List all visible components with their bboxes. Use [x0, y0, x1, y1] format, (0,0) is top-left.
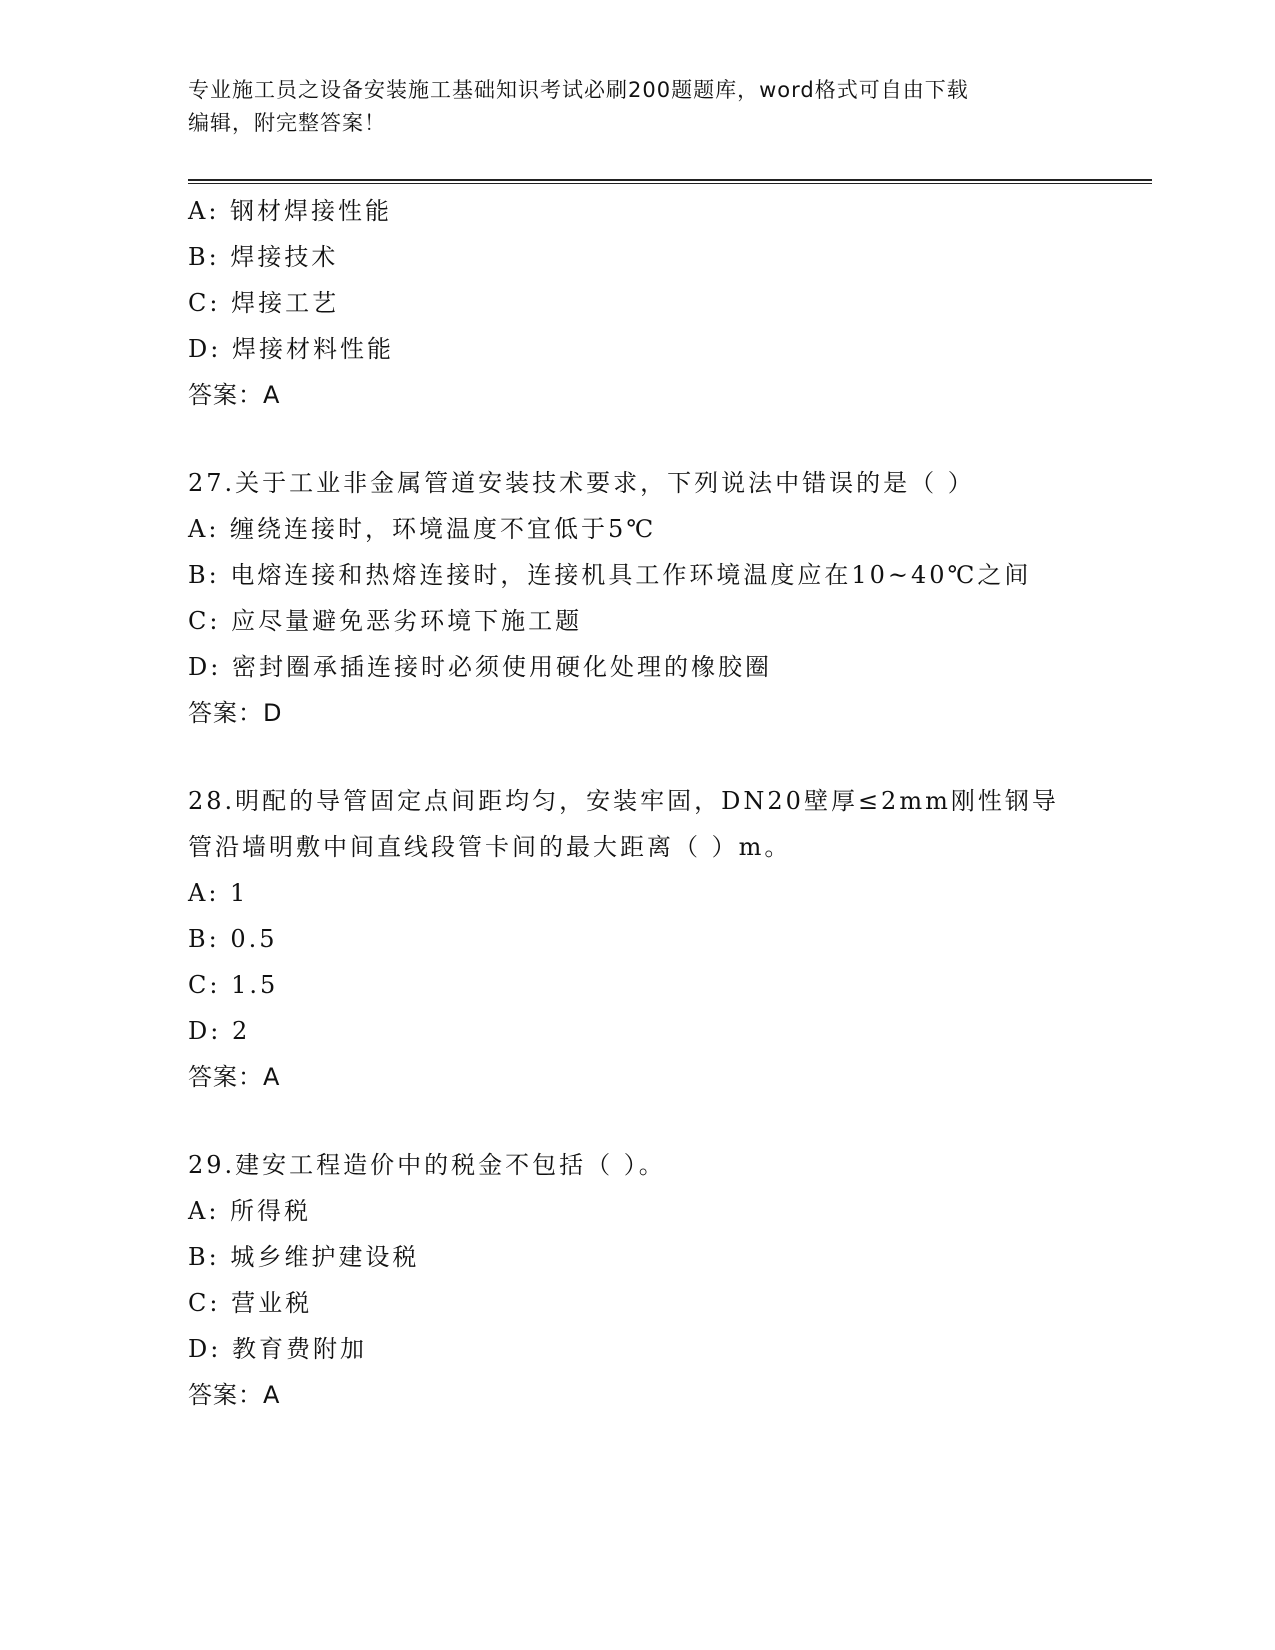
q28-option-d: D: 2: [188, 1017, 251, 1045]
q29-answer: 答案：A: [188, 1381, 281, 1409]
question-28-block: [188, 778, 1138, 1100]
question-gap: [188, 1100, 1138, 1142]
q27-option-d: D: 密封圈承插连接时必须使用硬化处理的橡胶圈: [188, 653, 772, 681]
q27-option-a: A: 缠绕连接时，环境温度不宜低于5℃: [188, 515, 657, 543]
q28-stem-line-1: 28.明配的导管固定点间距均匀，安装牢固，DN20壁厚≤2mm刚性钢导: [188, 787, 1059, 815]
q27-stem: 27.关于工业非金属管道安装技术要求，下列说法中错误的是（ ）: [188, 469, 975, 497]
q27-answer: 答案：D: [188, 699, 283, 727]
q29-option-a: A: 所得税: [188, 1197, 312, 1225]
question-27-block: [188, 460, 1138, 736]
q28-option-c: C: 1.5: [188, 971, 279, 999]
question-26-block: [188, 188, 1138, 418]
q27-option-b: B: 电熔连接和热熔连接时，连接机具工作环境温度应在10~40℃之间: [188, 561, 1032, 589]
q28-option-a: A: 1: [188, 879, 249, 907]
q29-option-d: D: 教育费附加: [188, 1335, 367, 1363]
question-list: [188, 188, 1138, 1418]
header-title-line-2: 编辑，附完整答案！: [188, 111, 386, 135]
q28-answer: 答案：A: [188, 1063, 281, 1091]
q26-option-a: A: 钢材焊接性能: [188, 197, 393, 225]
q28-stem-line-2: 管沿墙明敷中间直线段管卡间的最大距离（ ）m。: [188, 833, 792, 861]
question-gap: [188, 418, 1138, 460]
header-title-line-1: 专业施工员之设备安装施工基础知识考试必刷200题题库，word格式可自由下载: [188, 78, 969, 102]
header-divider-thin: [188, 183, 1152, 184]
q26-option-b: B: 焊接技术: [188, 243, 339, 271]
q28-option-b: B: 0.5: [188, 925, 278, 953]
q26-option-d: D: 焊接材料性能: [188, 335, 394, 363]
question-gap: [188, 736, 1138, 778]
header-divider-thick: [188, 179, 1152, 181]
q29-option-b: B: 城乡维护建设税: [188, 1243, 420, 1271]
q26-option-c: C: 焊接工艺: [188, 289, 340, 317]
q29-stem: 29.建安工程造价中的税金不包括（ ）。: [188, 1151, 666, 1179]
q29-option-c: C: 营业税: [188, 1289, 313, 1317]
document-header: [188, 74, 1088, 140]
question-29-block: [188, 1142, 1138, 1418]
q27-option-c: C: 应尽量避免恶劣环境下施工题: [188, 607, 583, 635]
q26-answer: 答案：A: [188, 381, 281, 409]
